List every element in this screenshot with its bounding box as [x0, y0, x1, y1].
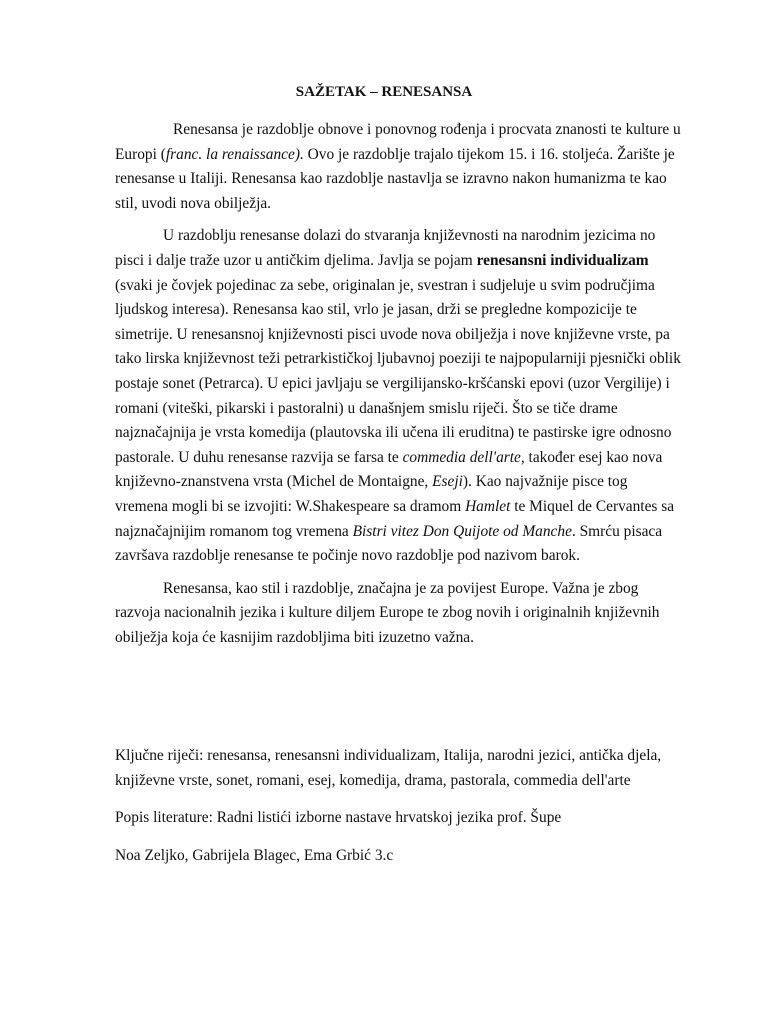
paragraph-conclusion: Renesansa, kao stil i razdoblje, značajna je za povijest Europe. Važna je zbog razvoja nacionalnih jezika i kulture diljem Europe te zbog novih i originalnih književnih obilježja koja će kasnijim razdobljima biti izuzetno važna.	[115, 579, 660, 646]
paragraph-literature-text-6: . Smrću pisaca završava razdoblje renesanse te počinje novo razdoblje pod nazivom barok.	[115, 522, 663, 565]
work-title-hamlet: Hamlet	[465, 497, 511, 515]
document-footer	[115, 744, 695, 881]
work-title-don-quijote: Bistri vitez Don Quijote od Manche	[352, 522, 572, 540]
term-commedia-dellarte: commedia dell'arte	[402, 448, 521, 466]
paragraph-intro	[115, 118, 681, 216]
work-title-eseji: Eseji	[432, 473, 463, 491]
paragraph-literature-text-5: te Miquel de Cervantes sa najznačajnijim romanom tog vremena	[115, 497, 675, 540]
document-body	[115, 118, 681, 658]
paragraph-literature	[115, 224, 681, 568]
term-renesansni-individualizam: renesansni individualizam	[476, 251, 649, 269]
paragraph-literature-text-4: ). Kao najvažnije pisce tog vremena mogli bi se izvojiti: W.Shakespeare sa dramom	[115, 473, 628, 515]
paragraph-literature-text-2: (svaki je čovjek pojedinac za sebe, originalan je, svestran i sudjeluje u svim područjima ljudskog interesa). Renesansa kao stil, vrlo je jasan, drži se pregledne kompozicije te simetrije. U renesansnoj književnosti pisci uvode nova obilježja i nove književne vrste, pa tako lirska književnost teži petrarkističkoj ljubavnoj poeziji te najpopularniji pjesnički oblik postaje sonet (Petrarca). U epici javljaju se vergilijansko-kršćanski epovi (uzor Vergilije) i romani (viteški, pikarski i pastoralni) u današnjem smislu riječi. Što se tiče drame najznačajnija je vrsta komedija (plautovska ili učena ili eruditna) te pastirske igre odnosno pastorale. U duhu renesanse razvija se farsa te	[115, 276, 681, 466]
authors-line: Noa Zeljko, Gabrijela Blagec, Ema Grbić 3.c	[115, 846, 394, 864]
paragraph-literature-text-1: U razdoblju renesanse dolazi do stvaranja književnosti na narodnim jezicima no pisci i dalje traže uzor u antičkim djelima. Javlja se pojam	[115, 227, 656, 269]
keywords-line: Ključne riječi: renesansa, renesansni individualizam, Italija, narodni jezici, antička djela, književne vrste, sonet, romani, esej, komedija, drama, pastorala, commedia dell'arte	[115, 747, 662, 789]
literature-line: Popis literature: Radni listići izborne nastave hrvatskoj jezika prof. Šupe	[115, 809, 562, 827]
paragraph-intro-italic-french: franc. la renaissance).	[165, 145, 304, 163]
paragraph-intro-text-2: Ovo je razdoblje trajalo tijekom 15. i 16. stoljeća. Žarište je renesanse u Italiji. Renesansa kao razdoblje nastavlja se izravno nakon humanizma te kao stil, uvodi nova obilježja.	[115, 145, 675, 212]
paragraph-literature-text-3: , također esej kao nova književno-znanstvena vrsta (Michel de Montaigne,	[115, 448, 663, 491]
paragraph-intro-text-1: Renesansa je razdoblje obnove i ponovnog rođenja i procvata znanosti te kulture u Europi (	[115, 121, 681, 163]
document-title: SAŽETAK – RENESANSA	[295, 84, 473, 100]
